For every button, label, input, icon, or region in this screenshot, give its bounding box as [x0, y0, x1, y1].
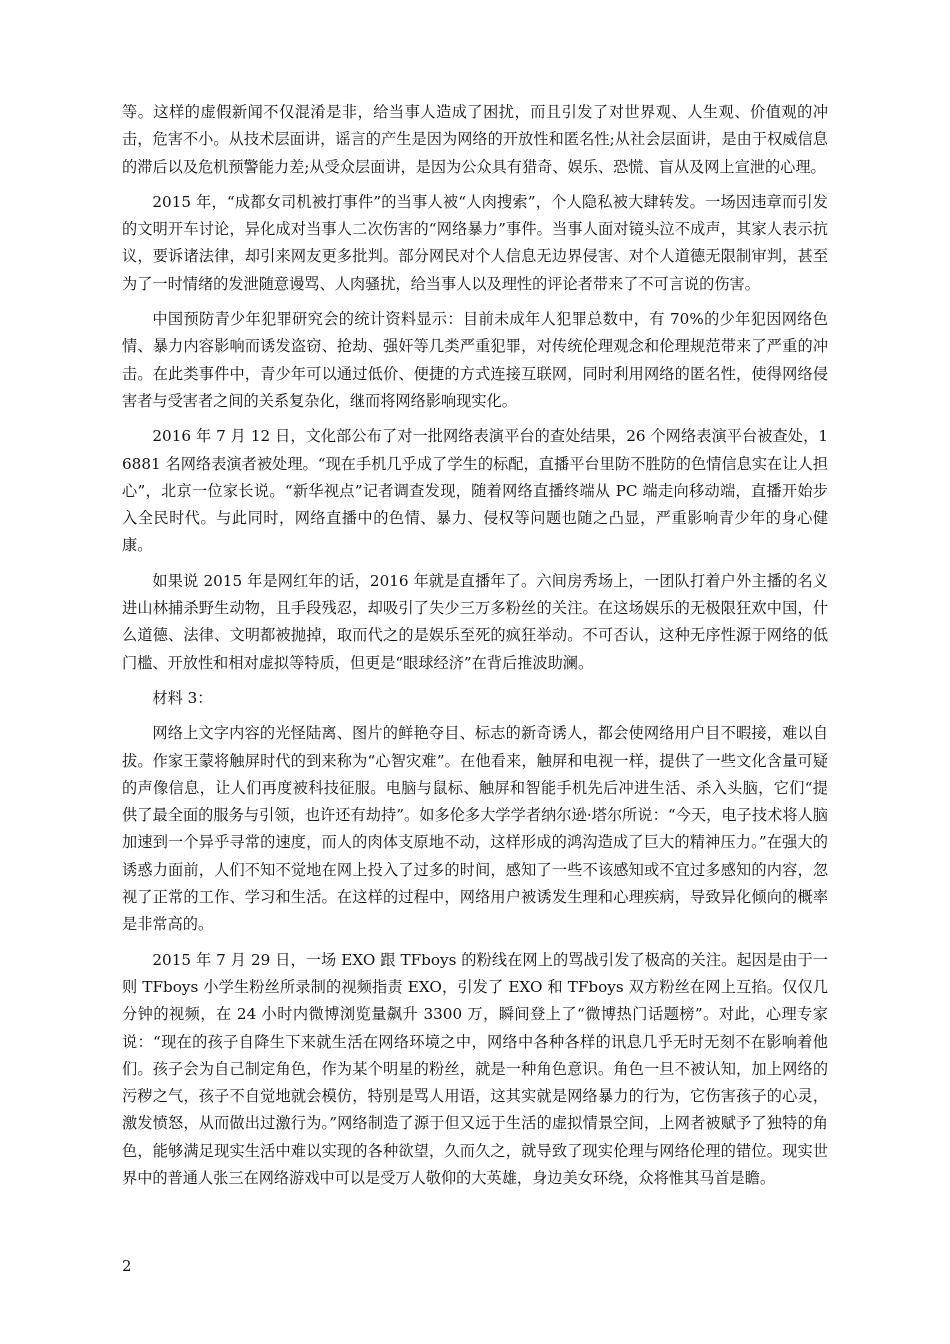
paragraph-chengdu-driver: 2015 年，“成都女司机被打事件”的当事人被“人肉搜索”，个人隐私被大肆转发。一场因违章而引发的文明开车讨论，异化成对当事人二次伤害的“网络暴力”事件。当事人面对镜头泣不成声，其家人表示抗议，要诉诸法律，却引来网友更多批判。部分网民对个人信息无边界侵害、对个人道德无限制审判，甚至为了一时情绪的发泄随意谩骂、人肉骚扰，给当事人以及理性的评论者带来了不可言说的伤害。 — [122, 192, 828, 293]
document-body — [122, 99, 828, 1200]
paragraph-streaming-year: 如果说 2015 年是网红年的话，2016 年就是直播年了。六间房秀场上，一团队打着户外主播的名义进山林捕杀野生动物，且手段残忍，却吸引了失少三万多粉丝的关注。在这场娱乐的无极限狂欢中国，什么道德、法律、文明都被抛掉，取而代之的是娱乐至死的疯狂举动。不可否认，这种无序性源于网络的低门槛、开放性和相对虚拟等特质，但更是“眼球经济”在背后推波助澜。 — [122, 571, 828, 672]
page-number: 2 — [122, 1257, 132, 1275]
paragraph-live-streaming-crackdown: 2016 年 7 月 12 日，文化部公布了对一批网络表演平台的查处结果，26 个网络表演平台被查处，16881 名网络表演者被处理。“现在手机几乎成了学生的标配，直播平台里防不胜防的色情信息实在让人担心”，北京一位家长说。“新华视点”记者调查发现，随着网络直播终端从 PC 端走向移动端，直播开始步入全民时代。与此同时，网络直播中的色情、暴力、侵权等问题也随之凸显，严重影响青少年的身心健康。 — [122, 427, 828, 555]
paragraph-fan-war: 2015 年 7 月 29 日，一场 EXO 跟 TFboys 的粉线在网上的骂战引发了极高的关注。起因是由于一则 TFboys 小学生粉丝所录制的视频指责 EXO，引发了 EXO 和 TFboys 双方粉丝在网上互掐。仅仅几分钟的视频，在 24 小时内微博浏览量飙升 3300 万，瞬间登上了“微博热门话题榜”。对此，心理专家说：“现在的孩子自降生下来就生活在网络环境之中，网络中各种各样的讯息几乎无时无刻不在影响着他们。孩子会为自己制定角色，作为某个明星的粉丝，就是一种角色意识。角色一旦不被认知，加上网络的污秽之气，孩子不自觉地就会模仿，特别是骂人用语，这其实就是网络暴力的行为，它伤害孩子的心灵，激发愤怒，从而做出过激行为。”网络制造了源于但又远于生活的虚拟情景空间，上网者被赋予了独特的角色，能够满足现实生活中难以实现的各种欲望，久而久之，就导致了现实伦理与网络伦理的错位。现实世界中的普通人张三在网络游戏中可以是受万人敬仰的大英雄，身边美女环绕，众将惟其马首是瞻。 — [122, 950, 828, 1187]
paragraph-touchscreen-era: 网络上文字内容的光怪陆离、图片的鲜艳夺目、标志的新奇诱人，都会使网络用户目不暇接，难以自拔。作家王蒙将触屏时代的到来称为“心智灾难”。在他看来，触屏和电视一样，提供了一些文化含量可疑的声像信息，让人们再度被科技征服。电脑与鼠标、触屏和智能手机先后冲进生活、杀入头脑，它们“提供了最全面的服务与引领，也许还有劫持”。如多伦多大学学者纳尔逊·塔尔所说：“今天，电子技术将人脑加速到一个异乎寻常的速度，而人的肉体支原地不动，这样形成的鸿沟造成了巨大的精神压力。”在强大的诱惑力面前，人们不知不觉地在网上投入了过多的时间，感知了一些不该感知或不宜过多感知的内容，忽视了正常的工作、学习和生活。在这样的过程中，网络用户被诱发生理和心理疾病，导致异化倾向的概率是非常高的。 — [122, 724, 828, 934]
paragraph-crime-statistics: 中国预防青少年犯罪研究会的统计资料显示：目前未成年人犯罪总数中，有 70%的少年犯因网络色情、暴力内容影响而诱发盗窃、抢劫、强奸等几类严重犯罪，对传统伦理观念和伦理规范带来了严重的冲击。在此类事件中，青少年可以通过低价、便捷的方式连接互联网，同时利用网络的匿名性，使得网络侵害者与受害者之间的关系复杂化，继而将网络影响现实化。 — [122, 310, 828, 410]
paragraph-continuation: 等。这样的虚假新闻不仅混淆是非，给当事人造成了困扰，而且引发了对世界观、人生观、价值观的冲击，危害不小。从技术层面讲，谣言的产生是因为网络的开放性和匿名性;从社会层面讲，是由于权威信息的滞后以及危机预警能力差;从受众层面讲，是因为公众具有猎奇、娱乐、恐慌、盲从及网上宣泄的心理。 — [122, 103, 828, 176]
section-heading-material-3: 材料 3： — [152, 688, 213, 707]
